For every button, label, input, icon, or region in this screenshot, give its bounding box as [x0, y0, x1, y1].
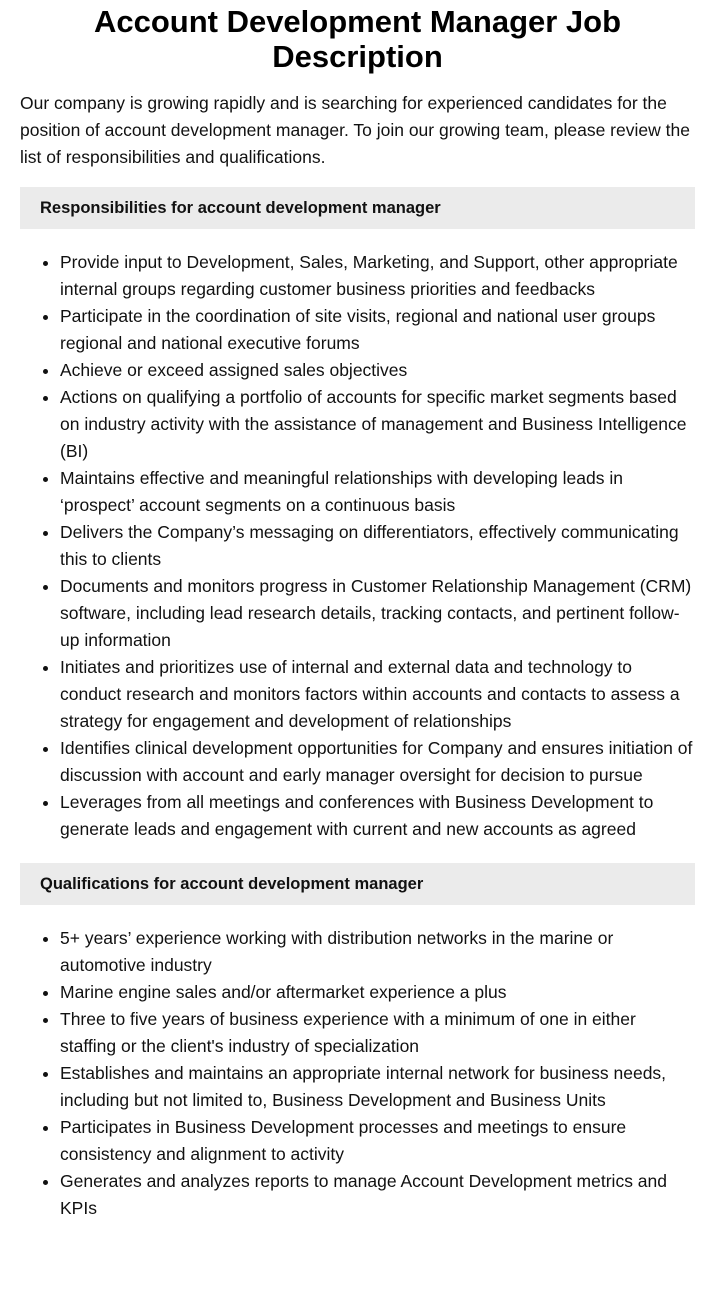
- list-item: • Marine engine sales and/or aftermarket experience a plus: [60, 979, 695, 1006]
- list-item: • Participates in Business Development processes and meetings to ensure consistency and alignment to activity: [60, 1114, 695, 1168]
- qualifications-heading: Qualifications for account development manager: [20, 863, 695, 905]
- page-title: Account Development Manager Job Description: [93, 4, 622, 74]
- list-item: • Actions on qualifying a portfolio of accounts for specific market segments based on industry activity with the assistance of management and Business Intelligence (BI): [60, 384, 695, 465]
- list-item: • Leverages from all meetings and conferences with Business Development to generate leads and engagement with current and new accounts as agreed: [60, 789, 695, 843]
- list-item: • Identifies clinical development opportunities for Company and ensures initiation of discussion with account and early manager oversight for decision to pursue: [60, 735, 695, 789]
- responsibilities-heading: Responsibilities for account development manager: [20, 187, 695, 229]
- list-item: • Documents and monitors progress in Customer Relationship Management (CRM) software, including lead research details, tracking contacts, and pertinent follow-up information: [60, 573, 695, 654]
- list-item: • Generates and analyzes reports to manage Account Development metrics and KPIs: [60, 1168, 695, 1222]
- job-description: [0, 4, 720, 1222]
- list-item: • Establishes and maintains an appropriate internal network for business needs, including but not limited to, Business Development and Business Units: [60, 1060, 695, 1114]
- list-item: • 5+ years’ experience working with distribution networks in the marine or automotive industry: [60, 925, 695, 979]
- responsibilities-list: [20, 249, 695, 843]
- list-item: • Delivers the Company’s messaging on differentiators, effectively communicating this to clients: [60, 519, 695, 573]
- list-item: • Achieve or exceed assigned sales objectives: [60, 357, 695, 384]
- list-item: • Participate in the coordination of site visits, regional and national user groups regional and national executive forums: [60, 303, 695, 357]
- intro-paragraph: Our company is growing rapidly and is searching for experienced candidates for the position of account development manager. To join our growing team, please review the list of responsibilities and qualifications.: [20, 93, 690, 167]
- qualifications-list: [20, 925, 695, 1222]
- list-item: • Initiates and prioritizes use of internal and external data and technology to conduct research and monitors factors within accounts and contacts to assess a strategy for engagement and development of relationships: [60, 654, 695, 735]
- list-item: • Provide input to Development, Sales, Marketing, and Support, other appropriate internal groups regarding customer business priorities and feedbacks: [60, 249, 695, 303]
- list-item: • Maintains effective and meaningful relationships with developing leads in ‘prospect’ account segments on a continuous basis: [60, 465, 695, 519]
- list-item: • Three to five years of business experience with a minimum of one in either staffing or the client's industry of specialization: [60, 1006, 695, 1060]
